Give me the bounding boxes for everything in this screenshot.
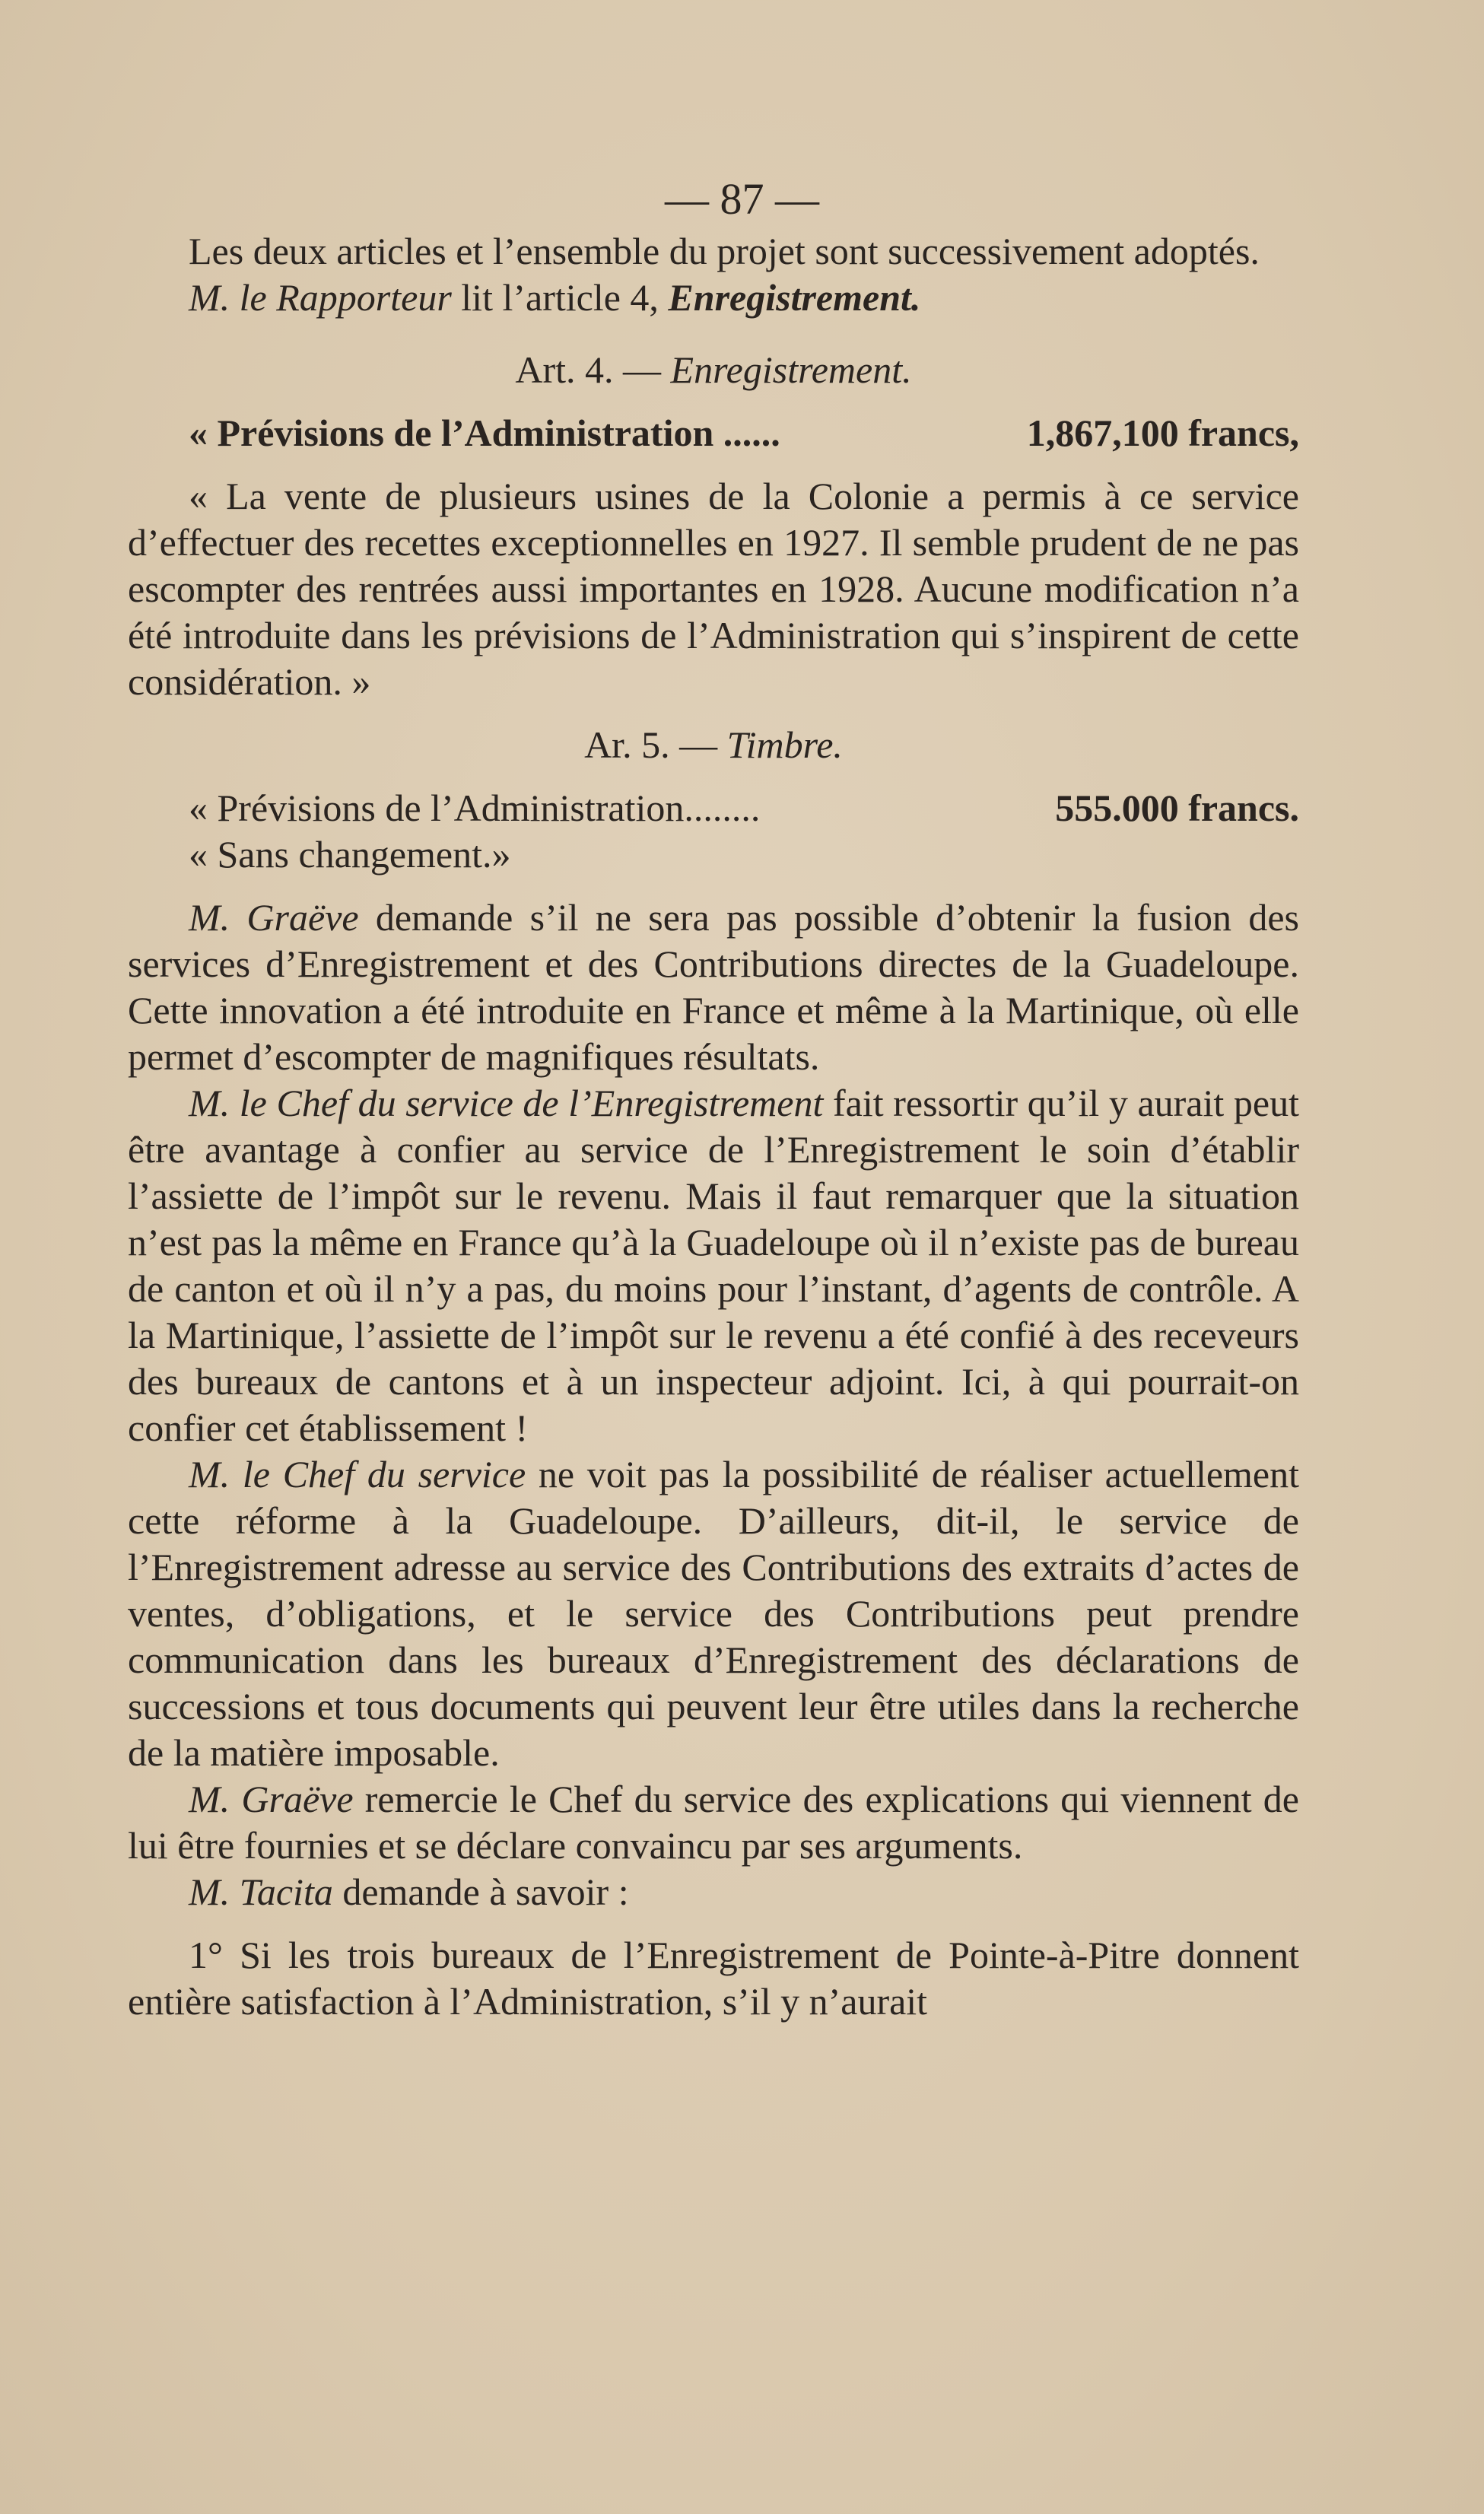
paragraph-graeve-remercie xyxy=(128,1776,1299,1869)
article-5-heading xyxy=(128,722,1299,768)
speaker-rapporteur: M. le Rapporteur xyxy=(189,276,452,319)
article-4-forecast-amount: 1,867,100 francs, xyxy=(1026,412,1299,454)
speaker-chef-enregistrement: M. le Chef du service de l’Enregistrement xyxy=(189,1082,824,1124)
chef-enregistrement-text: fait ressortir qu’il y aurait peut être avantage à confier au service de l’Enregistrement le soin d’établir l’assiette de l’impôt sur le revenu. Mais il faut remarquer que la situation n’est pas la même en France qu’à la Guadeloupe où il n’existe pas de bureau de canton et où il n’y a pas, du moins pour l’instant, d’agents de contrôle. A la Martinique, l’assiette de l’impôt sur le revenu a été confié à des receveurs des bureaux de cantons et à un inspecteur adjoint. Ici, à qui pourrait-on confier cet établissement ! xyxy=(128,1082,1299,1449)
body-text xyxy=(128,228,1299,2025)
article-5-prefix: Ar. 5. — xyxy=(584,723,727,766)
article-4-forecast xyxy=(128,410,1299,456)
paragraph-chef-service xyxy=(128,1451,1299,1776)
tacita-text: demande à savoir : xyxy=(332,1870,629,1913)
article-4-prefix: Art. 4. — xyxy=(515,348,671,391)
article-5-forecast xyxy=(128,785,1299,831)
paragraph-tacita xyxy=(128,1869,1299,1915)
chef-service-text: ne voit pas la possibilité de réaliser actuellement cette réforme à la Guadeloupe. D’ailleurs, dit-il, le service de l’Enregistrement adresse au service des Contributions des extraits d’actes de ventes, d’obligations, et le service des Contributions peut prendre communication dans les bureaux d’Enregistrement des déclarations de successions et tous documents qui peuvent leur être utiles dans la recherche de la matière imposable. xyxy=(128,1453,1300,1774)
paragraph-graeve-fusion xyxy=(128,895,1299,1080)
speaker-graeve: M. Graëve xyxy=(189,896,359,939)
paragraph-sans-changement: « Sans changement.» xyxy=(189,833,511,876)
graeve-fusion-text: demande s’il ne sera pas possible d’obtenir la fusion des services d’Enregistrement et des Contributions directes de la Guadeloupe. Cette innovation a été introduite en France et même à la Martinique, où elle permet d’escompter de magnifiques résultats. xyxy=(128,896,1299,1078)
speaker-graeve-2: M. Graëve xyxy=(189,1778,354,1820)
article-5-forecast-label: « Prévisions de l’Administration........ xyxy=(189,787,761,829)
paragraph-vente-usines: « La vente de plusieurs usines de la Colonie a permis à ce service d’effectuer des recettes exceptionnelles en 1927. Il semble prudent de ne pas escompter des rentrées aussi importantes en 1928. Aucune modification n’a été introduite dans les prévisions de l’Administration qui s’inspirent de cette considération. » xyxy=(128,475,1299,703)
speaker-chef-service: M. le Chef du service xyxy=(189,1453,526,1495)
paragraph-articles-adopted: Les deux articles et l’ensemble du projet sont successivement adoptés. xyxy=(189,230,1260,272)
article-5-title: Timbre. xyxy=(726,723,843,766)
rapporteur-article-title: Enregistrement. xyxy=(668,276,921,319)
paragraph-rapporteur xyxy=(128,275,1299,321)
article-5-forecast-amount: 555.000 francs. xyxy=(1055,787,1299,829)
article-4-forecast-label: « Prévisions de l’Administration ...... xyxy=(189,412,780,454)
rapporteur-text: lit l’article 4, xyxy=(451,276,669,319)
article-4-heading xyxy=(128,347,1299,393)
speaker-tacita: M. Tacita xyxy=(189,1870,333,1913)
article-4-title: Enregistrement. xyxy=(670,348,912,391)
graeve-remercie-text: remercie le Chef du service des explications qui viennent de lui être fournies et se déclare convaincu par ses arguments. xyxy=(128,1778,1300,1867)
list-item-1: 1° Si les trois bureaux de l’Enregistrement de Pointe-à-Pitre donnent entière satisfaction à l’Administration, s’il y n’aurait xyxy=(128,1934,1299,2023)
paragraph-chef-enregistrement xyxy=(128,1080,1299,1451)
page-number: — 87 — xyxy=(665,174,819,224)
